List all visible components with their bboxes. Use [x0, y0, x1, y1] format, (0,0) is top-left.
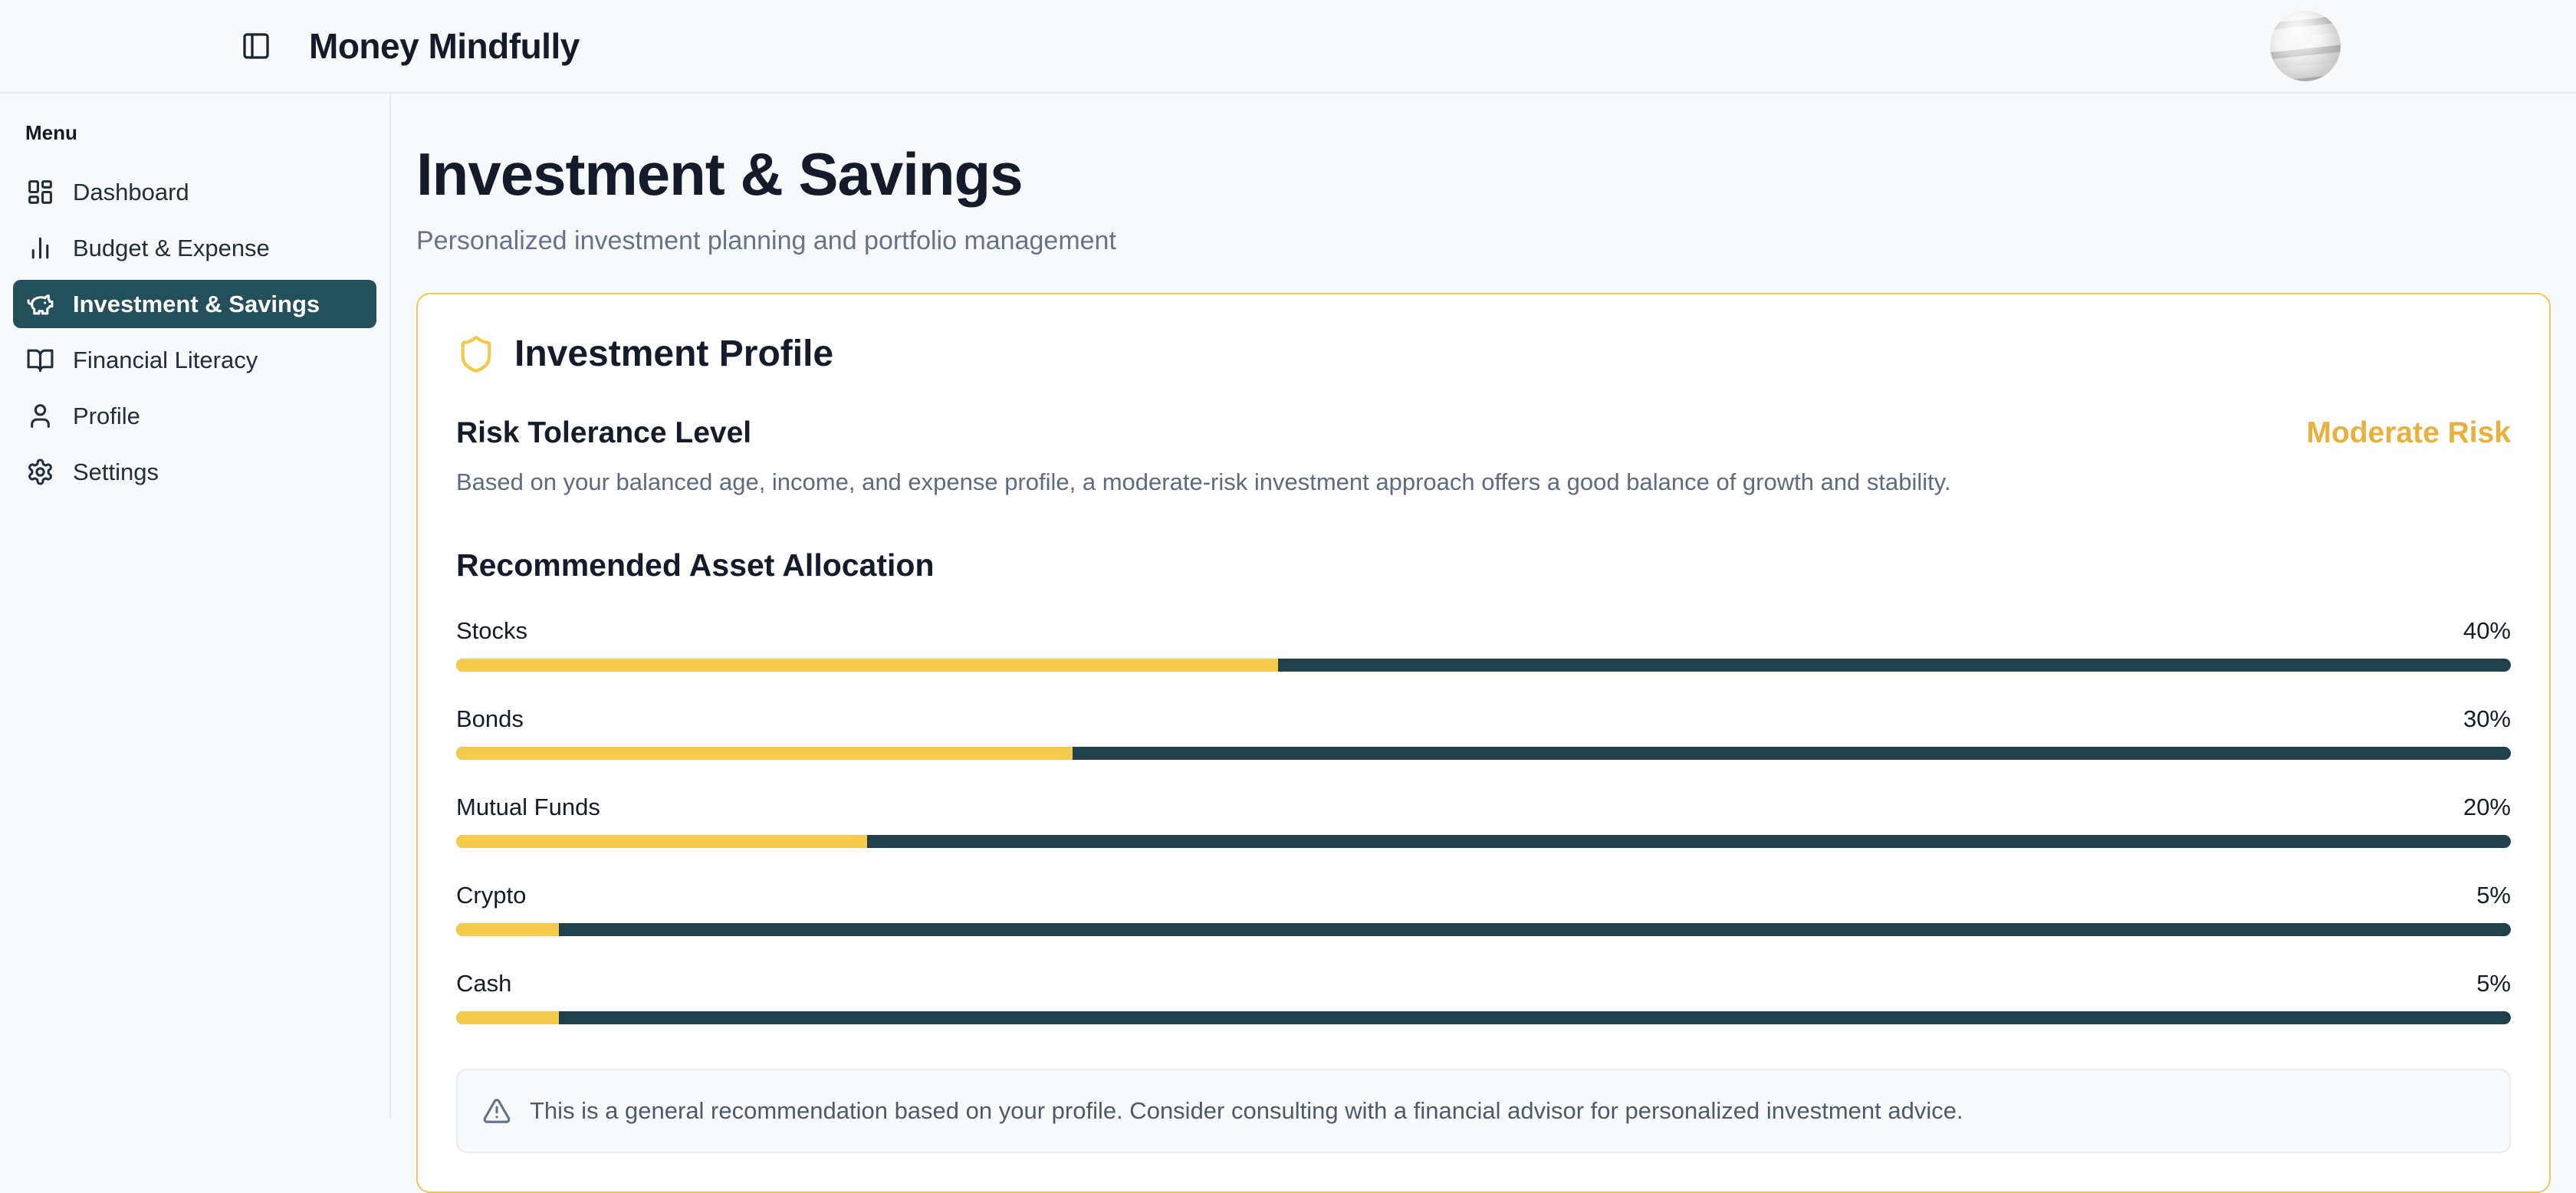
risk-tolerance-heading: Risk Tolerance Level	[456, 416, 752, 449]
shield-icon	[456, 334, 496, 374]
allocation-bar-fill	[456, 747, 1073, 760]
sidebar-item-label: Settings	[73, 458, 159, 485]
advisor-note	[456, 1069, 2511, 1153]
book-open-icon	[26, 346, 54, 374]
sidebar-item-label: Profile	[73, 402, 140, 429]
allocation-bar-fill	[456, 835, 867, 848]
sidebar-item-settings[interactable]	[13, 448, 376, 496]
main-content	[391, 94, 2576, 1125]
sidebar-item-budget-expense[interactable]	[13, 224, 376, 272]
gear-icon	[26, 458, 54, 486]
allocation-percent: 20%	[2463, 794, 2511, 821]
risk-level-badge: Moderate Risk	[2306, 416, 2511, 449]
sidebar-toggle-button[interactable]	[235, 25, 277, 67]
allocation-percent: 30%	[2463, 705, 2511, 733]
allocation-percent: 5%	[2476, 882, 2511, 909]
allocation-label: Cash	[456, 970, 512, 997]
allocation-row-stocks	[456, 617, 2511, 672]
panel-left-icon	[241, 31, 271, 61]
allocation-label: Stocks	[456, 617, 528, 645]
warning-triangle-icon	[482, 1096, 511, 1126]
allocation-label: Crypto	[456, 882, 527, 909]
investment-profile-card	[416, 293, 2551, 1193]
allocation-bar-track	[456, 659, 2511, 672]
allocation-bar-track	[456, 923, 2511, 936]
allocation-bar-track	[456, 747, 2511, 760]
allocation-bar-track	[456, 835, 2511, 848]
sidebar	[0, 94, 391, 1118]
card-header	[456, 333, 2511, 375]
risk-tolerance-row	[456, 416, 2511, 450]
piggy-bank-icon	[26, 290, 54, 318]
allocation-bar-track	[456, 1011, 2511, 1024]
menu-section-label: Menu	[25, 121, 77, 144]
app-header	[0, 0, 2576, 94]
sidebar-item-investment-savings[interactable]	[13, 280, 376, 328]
sidebar-item-profile[interactable]	[13, 392, 376, 440]
allocation-row-bonds	[456, 705, 2511, 760]
user-icon	[26, 402, 54, 430]
sidebar-item-label: Budget & Expense	[73, 234, 270, 261]
advisor-note-text: This is a general recommendation based on your profile. Consider consulting with a financial advisor for personalized investment advice.	[530, 1097, 1963, 1125]
avatar[interactable]	[2270, 11, 2341, 81]
card-title: Investment Profile	[514, 334, 834, 374]
allocation-row-crypto	[456, 882, 2511, 936]
allocation-row-cash	[456, 970, 2511, 1024]
allocation-bar-fill	[456, 923, 559, 936]
sidebar-item-label: Dashboard	[73, 178, 189, 205]
bar-chart-icon	[26, 234, 54, 262]
dashboard-icon	[26, 178, 54, 206]
allocation-label: Bonds	[456, 705, 524, 733]
sidebar-item-label: Investment & Savings	[73, 290, 320, 317]
sidebar-item-label: Financial Literacy	[73, 346, 258, 373]
allocation-bar-fill	[456, 1011, 559, 1024]
page-subtitle: Personalized investment planning and portfolio management	[416, 226, 1116, 255]
allocation-label: Mutual Funds	[456, 794, 600, 821]
allocation-row-mutual-funds	[456, 794, 2511, 848]
sidebar-item-financial-literacy[interactable]	[13, 336, 376, 384]
allocation-percent: 40%	[2463, 617, 2511, 645]
risk-description: Based on your balanced age, income, and expense profile, a moderate-risk investment approach offers a good balance of growth and stability.	[456, 468, 1951, 495]
app-title: Money Mindfully	[309, 26, 580, 66]
allocation-percent: 5%	[2476, 970, 2511, 997]
page-title: Investment & Savings	[416, 140, 1023, 208]
allocation-bar-fill	[456, 659, 1278, 672]
allocation-heading: Recommended Asset Allocation	[456, 547, 935, 583]
sidebar-item-dashboard[interactable]	[13, 168, 376, 216]
